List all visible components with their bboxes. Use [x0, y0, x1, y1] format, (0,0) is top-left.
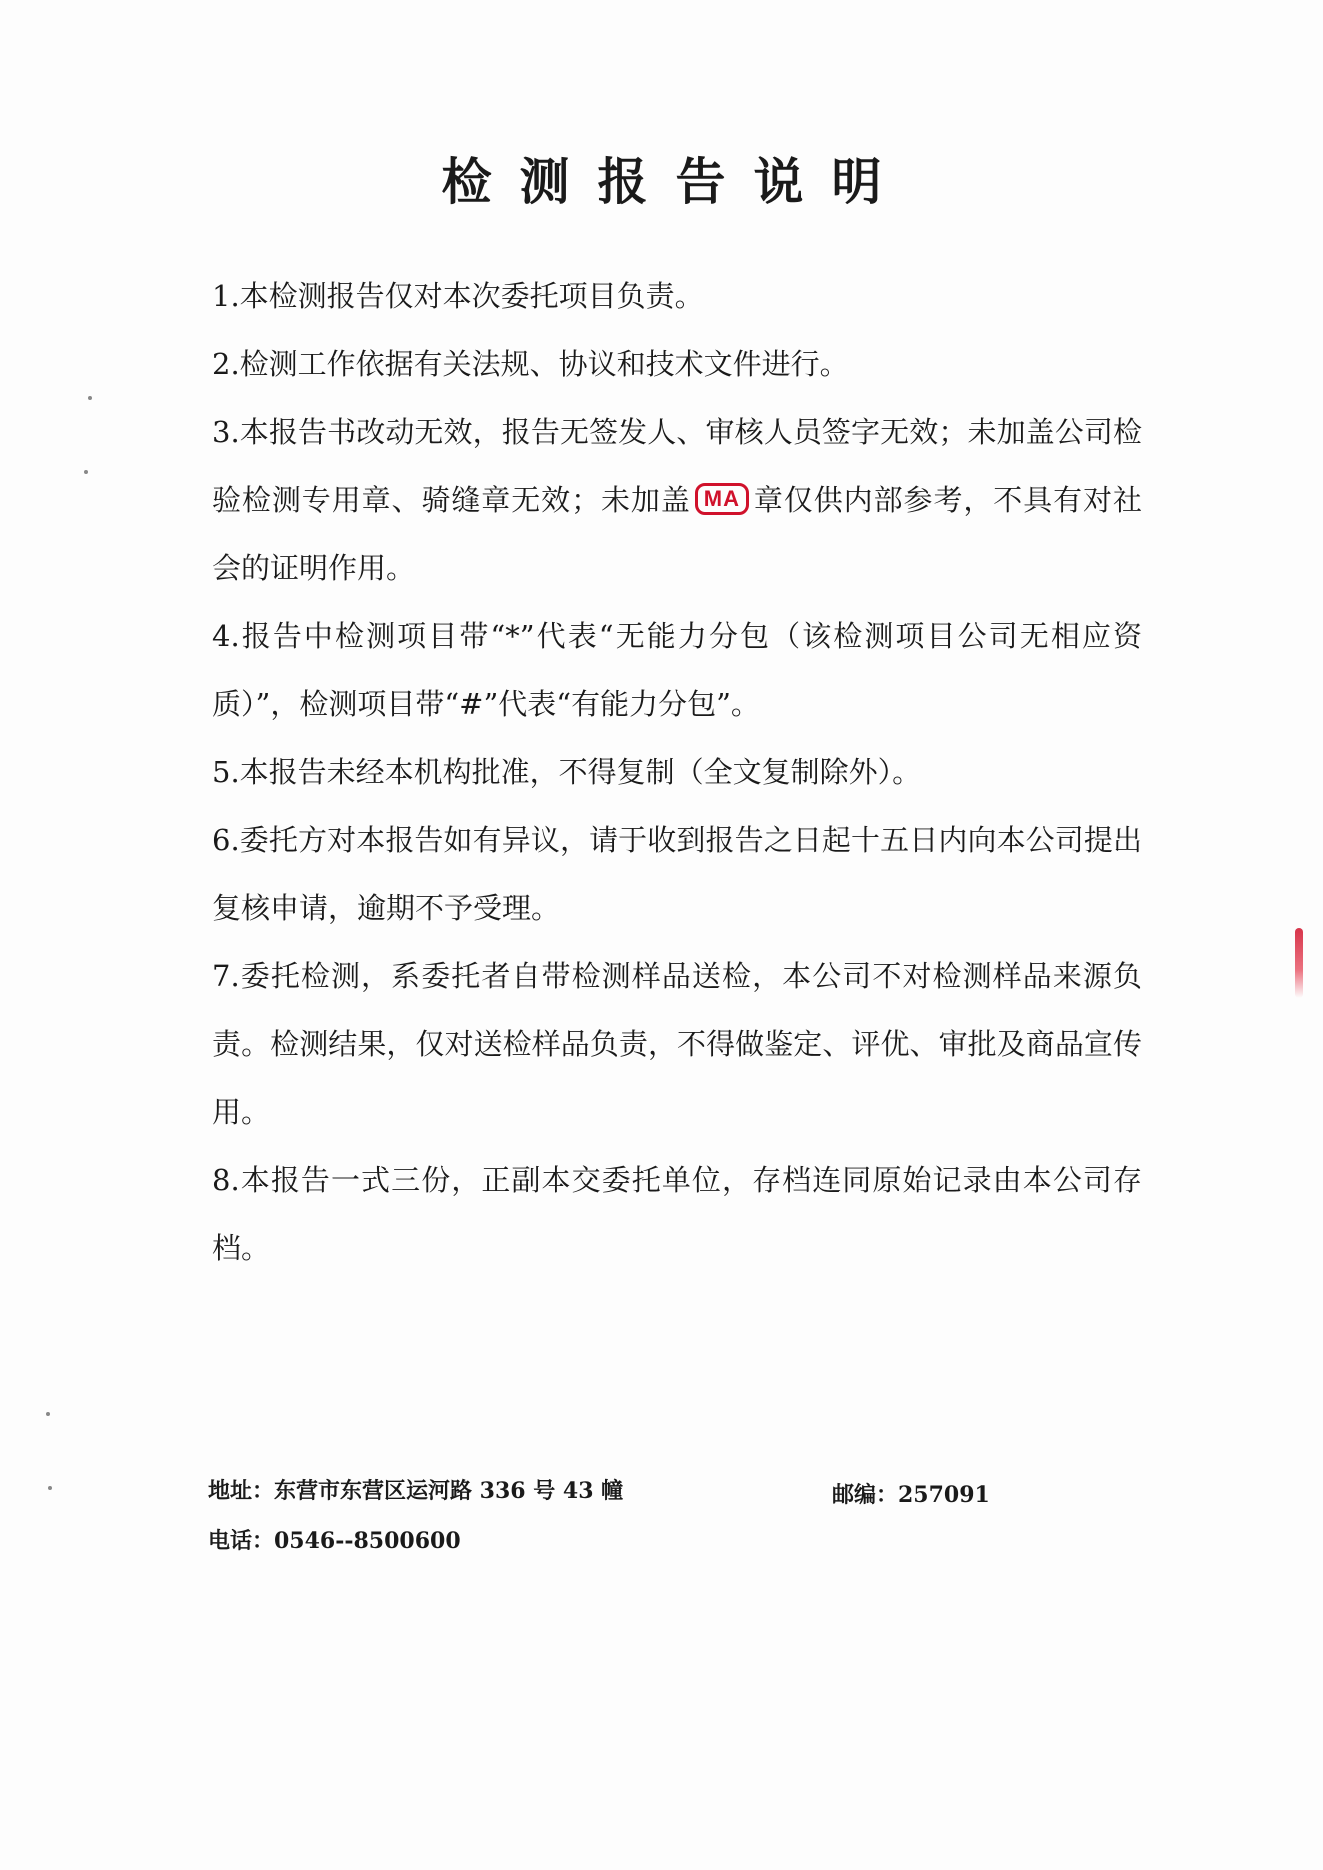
clause-3	[212, 398, 1142, 602]
seal-edge-mark	[1295, 928, 1303, 998]
footer-postal-code: 邮编：257091	[832, 1482, 990, 1508]
cma-mark-icon: MA	[695, 483, 749, 515]
scan-speck	[84, 470, 88, 474]
scan-speck	[46, 1412, 50, 1416]
clause-8: 8.本报告一式三份，正副本交委托单位，存档连同原始记录由本公司存档。	[212, 1163, 1142, 1265]
clause-3-text-after: 章仅供内部参考，不具有对社会的证明作用。	[212, 483, 1142, 585]
scan-speck	[48, 1486, 52, 1490]
clause-2: 2.检测工作依据有关法规、协议和技术文件进行。	[212, 347, 849, 381]
footer-phone: 电话：0546--8500600	[208, 1528, 461, 1554]
clause-1: 1.本检测报告仅对本次委托项目负责。	[212, 279, 704, 313]
clause-6: 6.委托方对本报告如有异议，请于收到报告之日起十五日内向本公司提出复核申请，逾期不予受理。	[212, 823, 1142, 925]
clause-4: 4.报告中检测项目带“*”代表“无能力分包（该检测项目公司无相应资质）”，检测项目带“#”代表“有能力分包”。	[212, 619, 1142, 721]
clause-7: 7.委托检测，系委托者自带检测样品送检，本公司不对检测样品来源负责。检测结果，仅对送检样品负责，不得做鉴定、评优、审批及商品宣传用。	[212, 959, 1142, 1129]
clause-list	[212, 262, 1142, 1282]
footer-address: 地址：东营市东营区运河路 336 号 43 幢	[208, 1478, 624, 1504]
clause-3-text-before: 3.本报告书改动无效，报告无签发人、审核人员签字无效；未加盖公司检验检测专用章、骑缝章无效；未加盖	[212, 415, 1142, 517]
clause-5: 5.本报告未经本机构批准，不得复制（全文复制除外）。	[212, 755, 922, 789]
scan-speck	[88, 396, 92, 400]
page-title: 检测报告说明	[441, 152, 910, 211]
